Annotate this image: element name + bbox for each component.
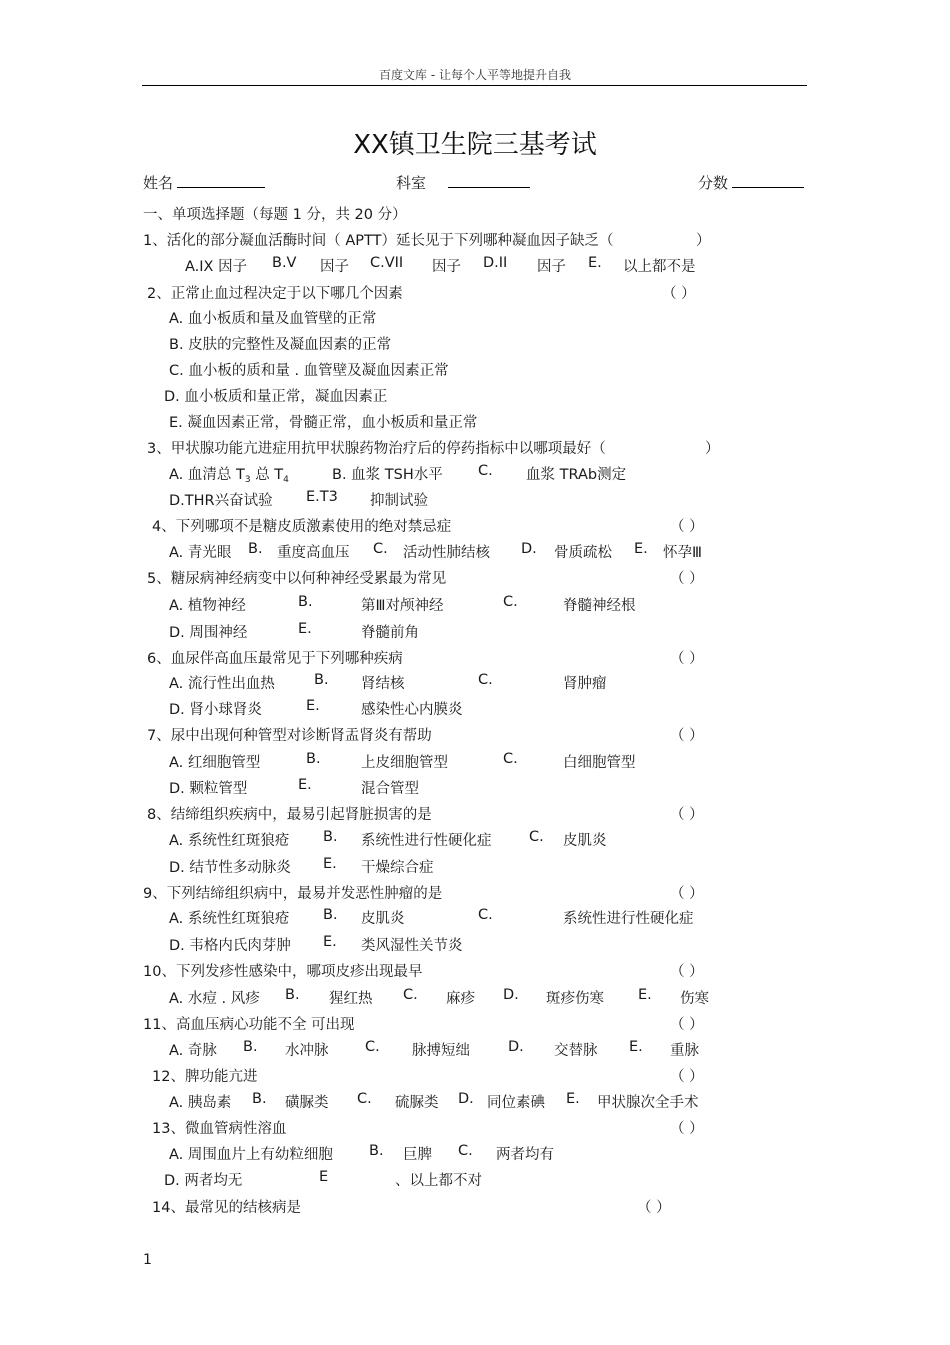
option: A. 系统性红斑狼疮 (169, 833, 290, 849)
answer-paren[interactable]: （ ） (670, 728, 704, 744)
option: D. (503, 987, 519, 1003)
name-field: 姓名 (143, 172, 265, 193)
option: B. (323, 907, 338, 923)
option: D. 两者均无 (164, 1173, 243, 1189)
option: C. (529, 829, 544, 845)
option: 第Ⅲ对颅神经 (361, 598, 444, 614)
option: A. 血小板质和量及血管壁的正常 (169, 311, 377, 327)
option: D. (521, 541, 537, 557)
answer-paren[interactable]: （ ） (670, 519, 704, 535)
option: C. (478, 907, 493, 923)
option: D. 周围神经 (169, 625, 248, 641)
option: 两者均有 (496, 1147, 554, 1163)
option: 脉搏短绌 (412, 1043, 470, 1059)
option: E. (306, 698, 320, 714)
option: 感染性心内膜炎 (361, 702, 463, 718)
option: 巨脾 (403, 1147, 432, 1163)
option: 皮肌炎 (361, 911, 405, 927)
page-number: 1 (143, 1252, 152, 1268)
option: A. 奇脉 (169, 1043, 217, 1059)
option: E (319, 1169, 329, 1185)
option: C. (478, 463, 493, 479)
answer-paren[interactable]: （ ） (670, 651, 704, 667)
option: 磺脲类 (285, 1095, 329, 1111)
question-3-close: ） (705, 441, 720, 457)
question-1-close: ） (696, 233, 711, 249)
option: 斑疹伤寒 (546, 991, 604, 1007)
answer-paren[interactable]: （ ） (670, 1121, 704, 1137)
option: 脊髓前角 (361, 625, 419, 641)
option: C. 血小板的质和量 . 血管壁及凝血因素正常 (169, 363, 449, 379)
option: C. (373, 541, 388, 557)
option: 类风湿性关节炎 (361, 938, 463, 954)
question-11: 11、高血压病心功能不全 可出现 (143, 1017, 355, 1033)
answer-paren[interactable]: （ ） (670, 886, 704, 902)
option: 肾结核 (361, 676, 405, 692)
question-3: 3、甲状腺功能亢进症用抗甲状腺药物治疗后的停药指标中以哪项最好（ (147, 441, 606, 457)
option: C. (357, 1091, 372, 1107)
option: B. 皮肤的完整性及凝血因素的正常 (169, 337, 392, 353)
question-14: 14、最常见的结核病是 (152, 1200, 301, 1216)
option: 重度高血压 (277, 545, 350, 561)
option: C. (478, 672, 493, 688)
option: 、以上都不对 (395, 1173, 482, 1189)
question-1: 1、活化的部分凝血活酶时间（ APTT）延长见于下列哪种凝血因子缺乏（ (143, 233, 614, 249)
option: 白细胞管型 (563, 755, 636, 771)
option: A. 青光眼 (169, 545, 232, 561)
question-6: 6、血尿伴高血压最常见于下列哪种疾病 (147, 651, 403, 667)
option: 硫脲类 (395, 1095, 439, 1111)
option: E. (588, 255, 602, 271)
option: E. (298, 777, 312, 793)
option: E. 凝血因素正常，骨髓正常，血小板质和量正常 (169, 415, 478, 431)
header-rule (142, 85, 807, 86)
option: 以上都不是 (623, 259, 696, 275)
option: B. 血浆 TSH水平 (332, 467, 443, 483)
option: 血浆 TRAb测定 (526, 467, 627, 483)
option: C. (503, 594, 518, 610)
answer-paren[interactable]: （ ） (670, 807, 704, 823)
page-header: 百度文库 - 让每个人平等地提升自我 (379, 68, 571, 82)
option: 皮肌炎 (563, 833, 607, 849)
question-8: 8、结缔组织疾病中，最易引起肾脏损害的是 (147, 807, 432, 823)
option: A. 血清总 $T_3$ 总 $T_4$ (169, 467, 289, 485)
option: 干燥综合症 (361, 860, 434, 876)
answer-paren[interactable]: （ ） (662, 286, 696, 302)
option: 水冲脉 (285, 1043, 329, 1059)
question-4: 4、下列哪项不是糖皮质激素使用的绝对禁忌症 (152, 519, 452, 535)
option: 麻疹 (446, 991, 475, 1007)
option: E. (298, 621, 312, 637)
option: 伤寒 (680, 991, 709, 1007)
option: B. (306, 751, 321, 767)
question-5: 5、糖尿病神经病变中以何种神经受累最为常见 (147, 571, 447, 587)
option: C. (365, 1039, 380, 1055)
option: D.II (483, 255, 508, 271)
option: D. (508, 1039, 524, 1055)
option: A. 植物神经 (169, 598, 246, 614)
answer-paren[interactable]: （ ） (670, 1017, 704, 1033)
option: B. (314, 672, 329, 688)
option: 骨质疏松 (554, 545, 612, 561)
question-2: 2、正常止血过程决定于以下哪几个因素 (147, 286, 403, 302)
option: B. (243, 1039, 258, 1055)
option: 上皮细胞管型 (361, 755, 448, 771)
option: A. 红细胞管型 (169, 755, 261, 771)
option: 活动性肺结核 (403, 545, 490, 561)
option: A. 流行性出血热 (169, 676, 275, 692)
question-7: 7、尿中出现何种管型对诊断肾盂肾炎有帮助 (147, 728, 432, 744)
question-12: 12、脾功能亢进 (152, 1069, 258, 1085)
option: D.THR兴奋试验 (169, 493, 273, 509)
option: 因子 (432, 259, 461, 275)
question-13: 13、微血管病性溶血 (152, 1121, 287, 1137)
option: E. (638, 987, 652, 1003)
name-blank[interactable] (177, 173, 265, 188)
option: B. (248, 541, 263, 557)
answer-paren[interactable]: （ ） (670, 571, 704, 587)
option: 怀孕Ⅲ (663, 545, 702, 561)
option: D. 颗粒管型 (169, 781, 248, 797)
option: 系统性进行性硬化症 (361, 833, 492, 849)
question-9: 9、下列结缔组织病中，最易并发恶性肿瘤的是 (143, 886, 443, 902)
option: E. (566, 1091, 580, 1107)
option: C. (503, 751, 518, 767)
option: 交替脉 (554, 1043, 598, 1059)
option: E. (634, 541, 648, 557)
answer-paren[interactable]: （ ） (670, 964, 704, 980)
option: 脊髓神经根 (563, 598, 636, 614)
option: C. (403, 987, 418, 1003)
option: B. (369, 1143, 384, 1159)
option: 混合管型 (361, 781, 419, 797)
option: A. 水痘 . 风疹 (169, 991, 260, 1007)
option: E. (629, 1039, 643, 1055)
option: A. 胰岛素 (169, 1095, 232, 1111)
option: A. 周围血片上有幼粒细胞 (169, 1147, 333, 1163)
option: B.V (272, 255, 297, 271)
score-field: 分数 (698, 172, 804, 193)
option: E.T3 (306, 489, 338, 505)
question-10: 10、下列发疹性感染中，哪项皮疹出现最早 (143, 964, 423, 980)
option: B. (298, 594, 313, 610)
option: 同位素碘 (487, 1095, 545, 1111)
option: C.VII (370, 255, 404, 271)
option: B. (323, 829, 338, 845)
exam-title: XX镇卫生院三基考试 (353, 130, 597, 160)
option: D. (458, 1091, 474, 1107)
option: 因子 (320, 259, 349, 275)
option: D. 结节性多动脉炎 (169, 860, 291, 876)
option: C. (458, 1143, 473, 1159)
dept-blank[interactable] (448, 173, 530, 188)
option: A. 系统性红斑狼疮 (169, 911, 290, 927)
option: 肾肿瘤 (563, 676, 607, 692)
section-heading: 一、单项选择题（每题 1 分，共 20 分） (143, 207, 407, 223)
option: D. 血小板质和量正常，凝血因素正 (164, 389, 388, 405)
option: E. (323, 934, 337, 950)
option: 因子 (537, 259, 566, 275)
option: 系统性进行性硬化症 (563, 911, 694, 927)
answer-paren[interactable]: （ ） (637, 1200, 671, 1216)
option: 重脉 (670, 1043, 699, 1059)
option: 猩红热 (329, 991, 373, 1007)
option: D. 韦格内氏肉芽肿 (169, 938, 291, 954)
option: D. 肾小球肾炎 (169, 702, 262, 718)
option: 抑制试验 (370, 493, 428, 509)
option: A.IX 因子 (185, 259, 248, 275)
score-blank[interactable] (732, 173, 804, 188)
answer-paren[interactable]: （ ） (670, 1069, 704, 1085)
option: 甲状腺次全手术 (597, 1095, 699, 1111)
option: B. (285, 987, 300, 1003)
option: E. (323, 856, 337, 872)
dept-field: 科室 (396, 172, 530, 193)
option: B. (252, 1091, 267, 1107)
